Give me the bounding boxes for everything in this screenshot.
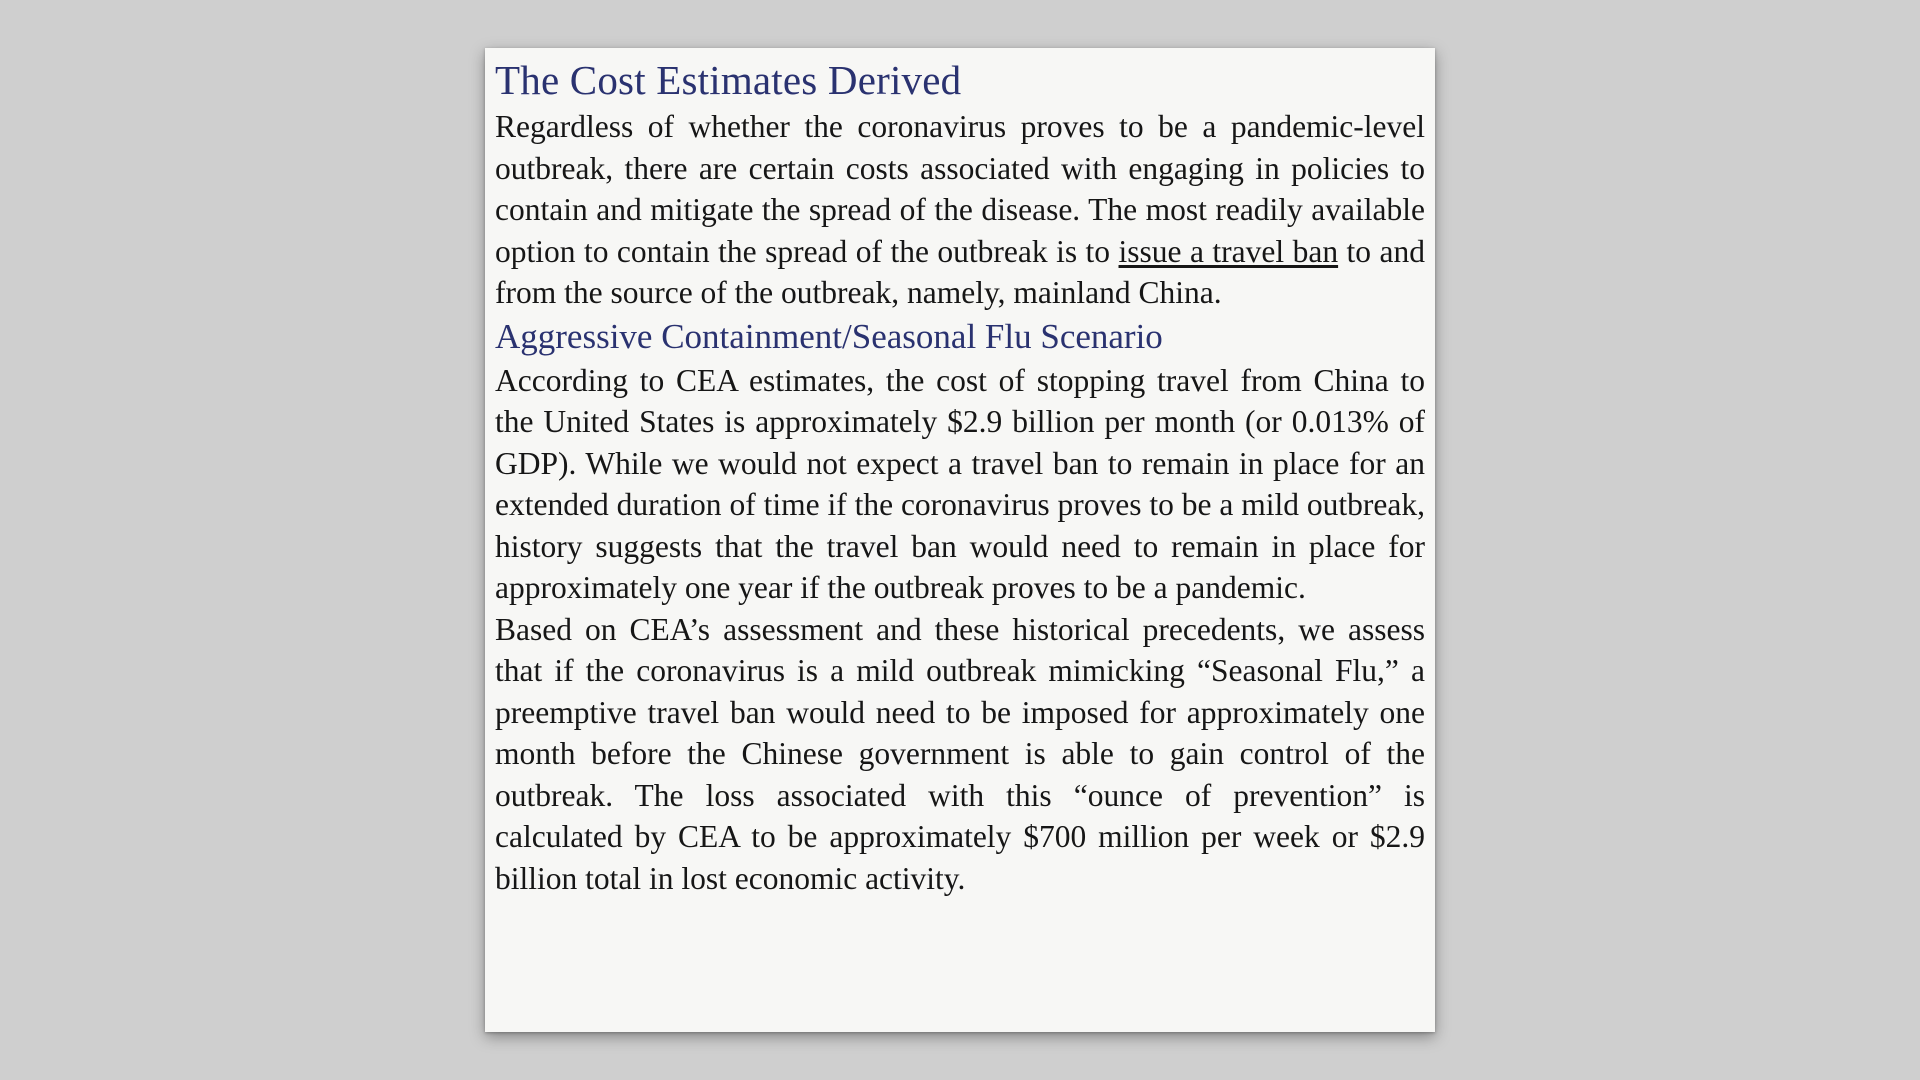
underlined-phrase: issue a travel ban [1118, 233, 1339, 269]
intro-text-end: to and from the source of the outbreak, namely, mainland China. [495, 233, 1426, 310]
document-page [485, 48, 1435, 1032]
intro-text-start: Regardless of whether the coronavirus proves to be a pandemic-level outbreak, there are certain costs associated with engaging in policies to contain and mitigate the spread of the disease. The most readily available option to contain the spread of the outbreak is to [495, 109, 1425, 269]
intro-paragraph [495, 106, 1425, 314]
scenario-subheading: Aggressive Containment/Seasonal Flu Scenario [495, 316, 1163, 356]
section-heading: The Cost Estimates Derived [495, 57, 962, 103]
cost-paragraph: According to CEA estimates, the cost of stopping travel from China to the United States is approximately $2.9 billion per month (or 0.013% of GDP). While we would not expect a travel ban to remain in place for an extended duration of time if the coronavirus proves to be a mild outbreak, history suggests that the travel ban would need to remain in place for approximately one year if the outbreak proves to be a pandemic. [495, 362, 1425, 605]
assessment-paragraph: Based on CEA’s assessment and these historical precedents, we assess that if the coronavirus is a mild outbreak mimicking “Seasonal Flu,” a preemptive travel ban would need to be imposed for approximately one month before the Chinese government is able to gain control of the outbreak. The loss associated with this “ounce of prevention” is calculated by CEA to be approximately $700 million per week or $2.9 billion total in lost economic activity. [495, 611, 1425, 896]
